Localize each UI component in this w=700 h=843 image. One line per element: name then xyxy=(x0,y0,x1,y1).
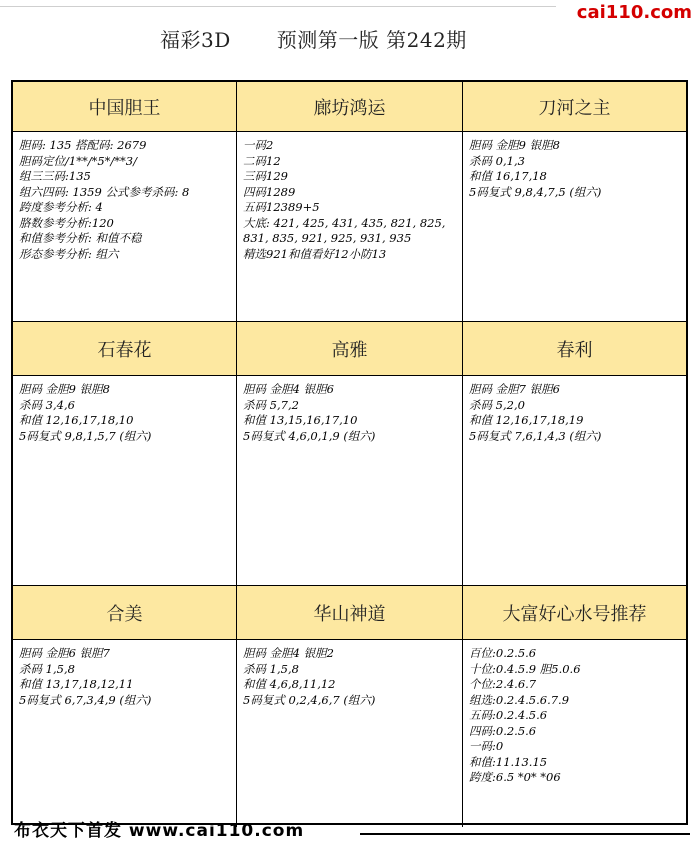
panel-line: 胆码: 135 搭配码: 2679 xyxy=(19,138,147,152)
page-title xyxy=(160,24,467,53)
panel-body-1 xyxy=(13,132,237,322)
panel-line: 杀码 0,1,3 xyxy=(469,153,525,168)
panel-line: 胆码定位/1**/*5*/**3/ xyxy=(19,153,137,168)
panel-body-9 xyxy=(463,640,686,827)
panel-line: 跨度参考分析: 4 xyxy=(19,200,103,214)
panel-line: 胆码 金胆9 银胆8 xyxy=(469,138,560,152)
panel-body-7 xyxy=(13,640,237,827)
panel-line: 和值 13,15,16,17,10 xyxy=(243,413,358,427)
panel-line: 杀码 5,2,0 xyxy=(469,397,525,412)
panel-line: 百位:0.2.5.6 xyxy=(469,646,537,660)
panel-line: 胆码 金胆9 银胆8 xyxy=(19,382,110,396)
panel-line: 831, 835, 921, 925, 931, 935 xyxy=(243,231,412,245)
panel-header-2: 廊坊鸿运 xyxy=(237,82,463,132)
panel-body-5 xyxy=(237,376,463,586)
panel-line: 5码复式 9,8,4,7,5 (组六) xyxy=(469,184,602,199)
panel-body-3 xyxy=(463,132,686,322)
footer-divider xyxy=(360,833,690,835)
panel-line: 四码:0.2.5.6 xyxy=(469,723,537,738)
footer-credit[interactable]: 布衣天下首发 www.cai110.com xyxy=(14,821,305,841)
panel-line: 胆码 金胆6 银胆7 xyxy=(19,646,110,660)
panel-line: 5码复式 4,6,0,1,9 (组六) xyxy=(243,428,376,443)
panel-line: 胳数参考分析:120 xyxy=(19,215,114,230)
panel-line: 5码复式 9,8,1,5,7 (组六) xyxy=(19,428,152,443)
panel-line: 5码复式 7,6,1,4,3 (组六) xyxy=(469,428,602,443)
title-lottery: 福彩3D xyxy=(160,28,231,52)
panel-line: 杀码 5,7,2 xyxy=(243,397,299,412)
panel-body-8 xyxy=(237,640,463,827)
panel-line: 一码2 xyxy=(243,138,274,152)
panel-line: 杀码 3,4,6 xyxy=(19,397,75,412)
panel-line: 杀码 1,5,8 xyxy=(243,661,299,676)
panel-line: 组三三码:135 xyxy=(19,169,91,183)
panel-line: 十位:0.4.5.9 胆5.0.6 xyxy=(469,661,581,676)
panel-line: 和值 16,17,18 xyxy=(469,169,547,183)
panel-line: 跨度:6.5 *0* *06 xyxy=(469,770,561,784)
panel-line: 胆码 金胆4 银胆2 xyxy=(243,646,334,660)
panel-line: 胆码 金胆4 银胆6 xyxy=(243,382,334,396)
panel-header-5: 高雅 xyxy=(237,322,463,376)
panel-header-6: 春利 xyxy=(463,322,686,376)
prediction-grid xyxy=(11,80,688,825)
panel-line: 杀码 1,5,8 xyxy=(19,661,75,676)
panel-line: 个位:2.4.6.7 xyxy=(469,677,537,691)
panel-line: 一码:0 xyxy=(469,739,504,753)
panel-line: 组选:0.2.4.5.6.7.9 xyxy=(469,692,570,707)
panel-line: 四码1289 xyxy=(243,184,296,199)
panel-line: 胆码 金胆7 银胆6 xyxy=(469,382,560,396)
panel-line: 和值 12,16,17,18,19 xyxy=(469,413,584,427)
panel-line: 和值参考分析: 和值不稳 xyxy=(19,231,142,245)
panel-header-9: 大富好心水号推荐 xyxy=(463,586,686,640)
panel-line: 5码复式 6,7,3,4,9 (组六) xyxy=(19,692,152,707)
panel-header-8: 华山神道 xyxy=(237,586,463,640)
panel-body-4 xyxy=(13,376,237,586)
panel-line: 三码129 xyxy=(243,169,288,183)
panel-line: 组六四码: 1359 公式参考杀码: 8 xyxy=(19,184,190,199)
top-divider xyxy=(0,6,556,7)
site-watermark[interactable]: cai110.com xyxy=(576,2,692,23)
panel-body-2 xyxy=(237,132,463,322)
panel-header-1: 中国胆王 xyxy=(13,82,237,132)
title-edition: 预测第一版 第242期 xyxy=(276,28,467,52)
panel-line: 和值 13,17,18,12,11 xyxy=(19,677,134,691)
panel-line: 和值 4,6,8,11,12 xyxy=(243,677,336,691)
panel-line: 二码12 xyxy=(243,153,281,168)
panel-line: 五码:0.2.4.5.6 xyxy=(469,708,548,722)
panel-line: 5码复式 0,2,4,6,7 (组六) xyxy=(243,692,376,707)
panel-line: 大底: 421, 425, 431, 435, 821, 825, xyxy=(243,215,446,230)
panel-line: 形态参考分析: 组六 xyxy=(19,246,119,261)
panel-header-3: 刀河之主 xyxy=(463,82,686,132)
panel-body-6 xyxy=(463,376,686,586)
panel-line: 五码12389+5 xyxy=(243,200,320,214)
panel-header-4: 石春花 xyxy=(13,322,237,376)
panel-header-7: 合美 xyxy=(13,586,237,640)
panel-line: 和值:11.13.15 xyxy=(469,754,548,769)
panel-line: 精选921和值看好12小防13 xyxy=(243,246,387,261)
panel-line: 和值 12,16,17,18,10 xyxy=(19,413,134,427)
